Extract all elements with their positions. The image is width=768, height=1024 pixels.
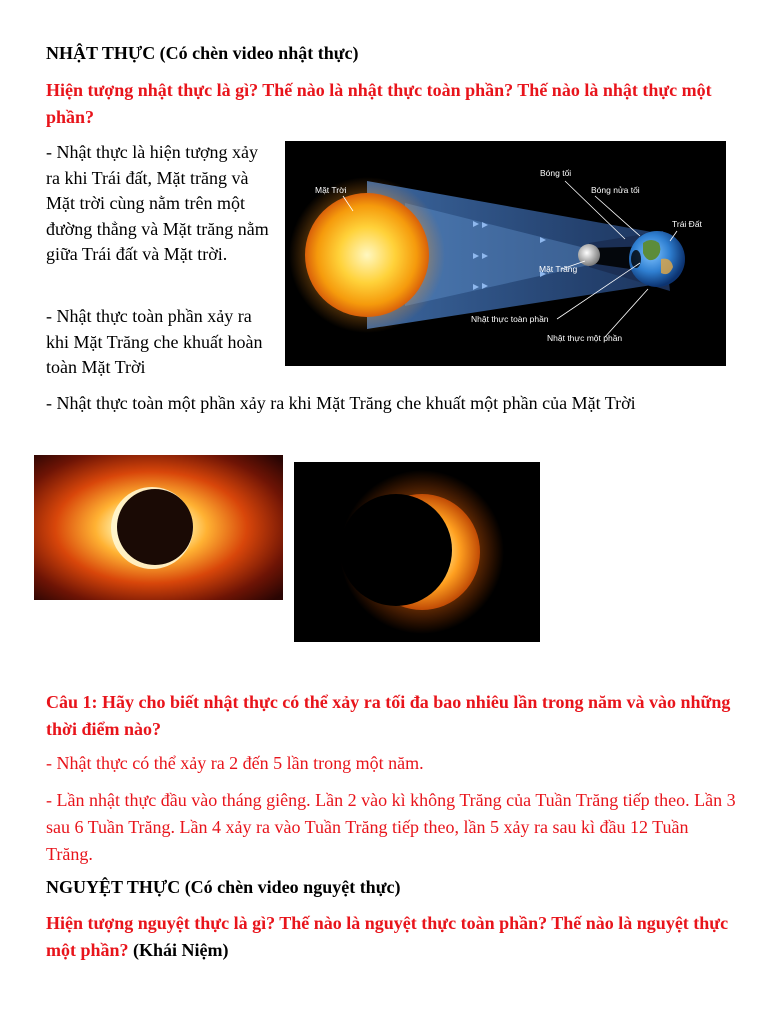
label-total-eclipse: Nhật thực toàn phần [471, 314, 549, 324]
solar-eclipse-diagram [285, 141, 726, 366]
label-penumbra: Bóng nửa tối [591, 185, 640, 195]
section-heading-solar-eclipse: NHẬT THỰC (Có chèn video nhật thực) [46, 43, 359, 63]
question-1: Câu 1: Hãy cho biết nhật thực có thể xảy ra tối đa bao nhiêu lần trong năm và vào những thời điểm nào? [46, 692, 731, 739]
concept-note: (Khái Niệm) [133, 940, 229, 960]
total-eclipse-definition: - Nhật thực toàn phần xảy ra khi Mặt Trăng che khuất hoàn toàn Mặt Trời [46, 306, 263, 377]
label-moon: Mặt Trăng [539, 264, 578, 274]
lunar-eclipse-question [46, 910, 736, 964]
answer-1-line-2: - Lần nhật thực đầu vào tháng giêng. Lần 2 vào kì không Trăng của Tuần Trăng tiếp theo. Lần 3 sau 6 Tuần Trăng. Lần 4 xảy ra vào Tuần Trăng tiếp theo, lần 5 xảy ra sau kì đầu 12 Tuần Trăng. [46, 790, 736, 864]
partial-eclipse-photo [294, 462, 540, 642]
label-earth: Trái Đất [672, 219, 702, 229]
partial-eclipse-definition: - Nhật thực toàn một phần xảy ra khi Mặt Trăng che khuất một phần của Mặt Trời [46, 393, 636, 413]
label-umbra: Bóng tối [540, 168, 572, 178]
section-heading-lunar-eclipse: NGUYỆT THỰC (Có chèn video nguyệt thực) [46, 877, 401, 897]
solar-eclipse-definition: - Nhật thực là hiện tượng xảy ra khi Trái đất, Mặt trăng và Mặt trời cùng nằm trên một đường thẳng và Mặt trăng nằm giữa Trái đất và Mặt trời. [46, 142, 269, 264]
answer-1-line-1: - Nhật thực có thể xảy ra 2 đến 5 lần trong một năm. [46, 753, 424, 773]
label-partial-eclipse: Nhật thực một phần [547, 333, 623, 343]
solar-eclipse-question: Hiện tượng nhật thực là gì? Thế nào là nhật thực toàn phần? Thế nào là nhật thực một phần? [46, 80, 712, 127]
lunar-eclipse-question-text: Hiện tượng nguyệt thực là gì? Thế nào là nguyệt thực toàn phần? Thế nào là nguyệt thực một phần? [46, 913, 729, 960]
total-eclipse-photo [34, 455, 283, 600]
label-sun: Mặt Trời [315, 185, 347, 195]
